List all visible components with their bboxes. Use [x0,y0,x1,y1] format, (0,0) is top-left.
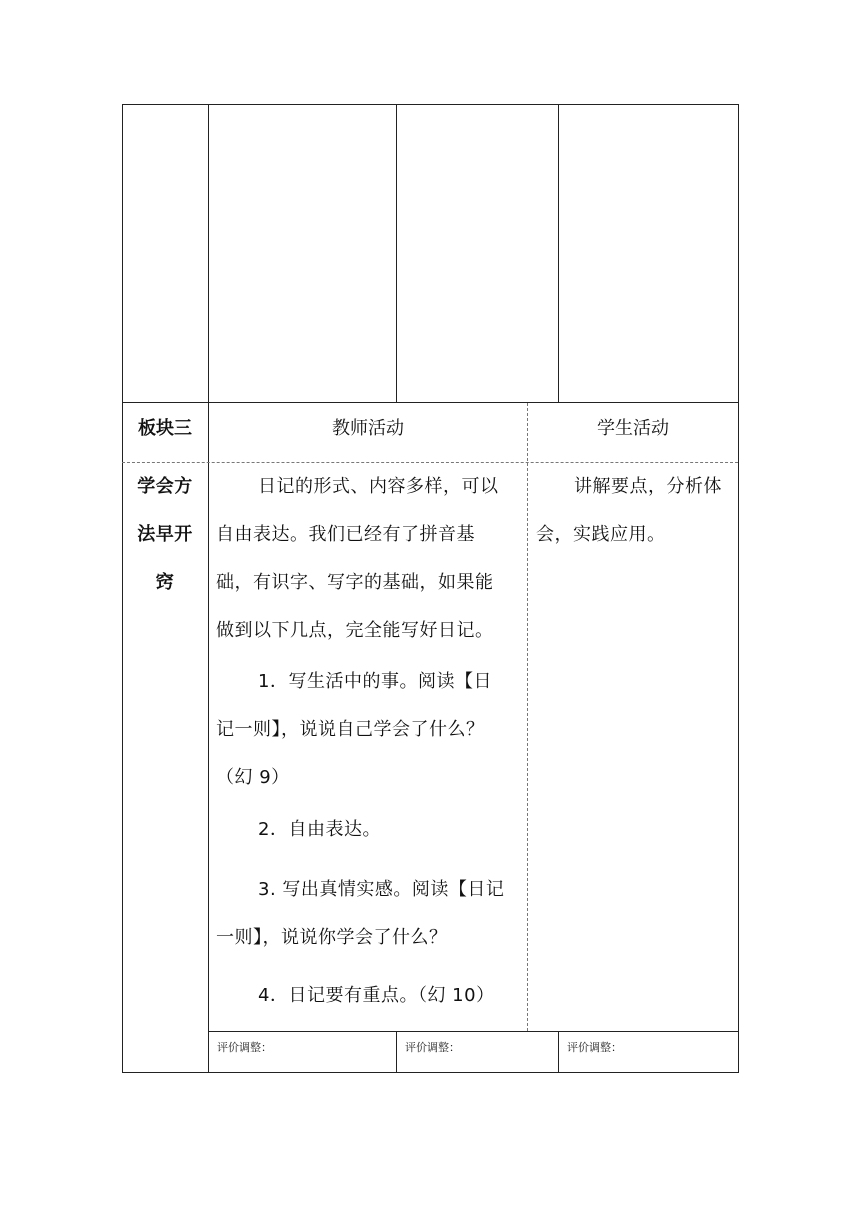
text-line: 1．写生活中的事。阅读【日 [258,671,492,692]
text-line: 3. 写出真情实感。阅读【日记 [258,879,505,900]
text-line: 础，有识字、写字的基础，如果能 [216,572,494,593]
topic-line: 窍 [155,572,175,593]
top-row-divider-2 [396,104,397,403]
teacher-item-1 [216,658,526,802]
student-activity-text [536,463,736,559]
evaluation-row-top-border [208,1031,739,1032]
teacher-activity-header: 教师活动 [332,418,404,439]
text-line: 2．自由表达。 [258,819,381,840]
header-dashed-divider [527,403,528,1031]
text-line: 一则】，说说你学会了什么？ [216,927,448,948]
topic-label [122,463,208,607]
table-top-border [122,104,739,105]
evaluation-divider-2 [558,1031,559,1072]
top-row-divider-3 [558,104,559,403]
topic-line: 法早开 [137,524,193,545]
top-row-bottom-border [122,402,739,403]
text-line: 做到以下几点，完全能写好日记。 [216,620,494,641]
evaluation-label-1: 评价调整： [217,1041,272,1054]
text-line: 会，实践应用。 [536,524,666,545]
topic-line: 学会方 [137,476,193,497]
teacher-item-2 [216,806,526,854]
teacher-item-4 [216,972,526,1020]
table-right-border [738,104,739,1073]
text-line: 讲解要点，分析体 [574,476,722,497]
text-line: 4．日记要有重点。（幻 10） [258,985,495,1006]
teacher-intro-paragraph [216,463,526,655]
text-line: 日记的形式、内容多样，可以 [258,476,499,497]
text-line: （幻 9） [216,767,290,788]
top-row-divider-1 [208,104,209,1072]
student-activity-header: 学生活动 [597,418,669,439]
evaluation-label-3: 评价调整： [567,1041,622,1054]
table-bottom-border [122,1072,739,1073]
teacher-item-3 [216,866,526,962]
evaluation-label-2: 评价调整： [405,1041,460,1054]
text-line: 记一则】，说说自己学会了什么？ [216,719,485,740]
text-line: 自由表达。我们已经有了拼音基 [216,524,475,545]
evaluation-divider-1 [396,1031,397,1072]
section-label: 板块三 [138,418,192,439]
